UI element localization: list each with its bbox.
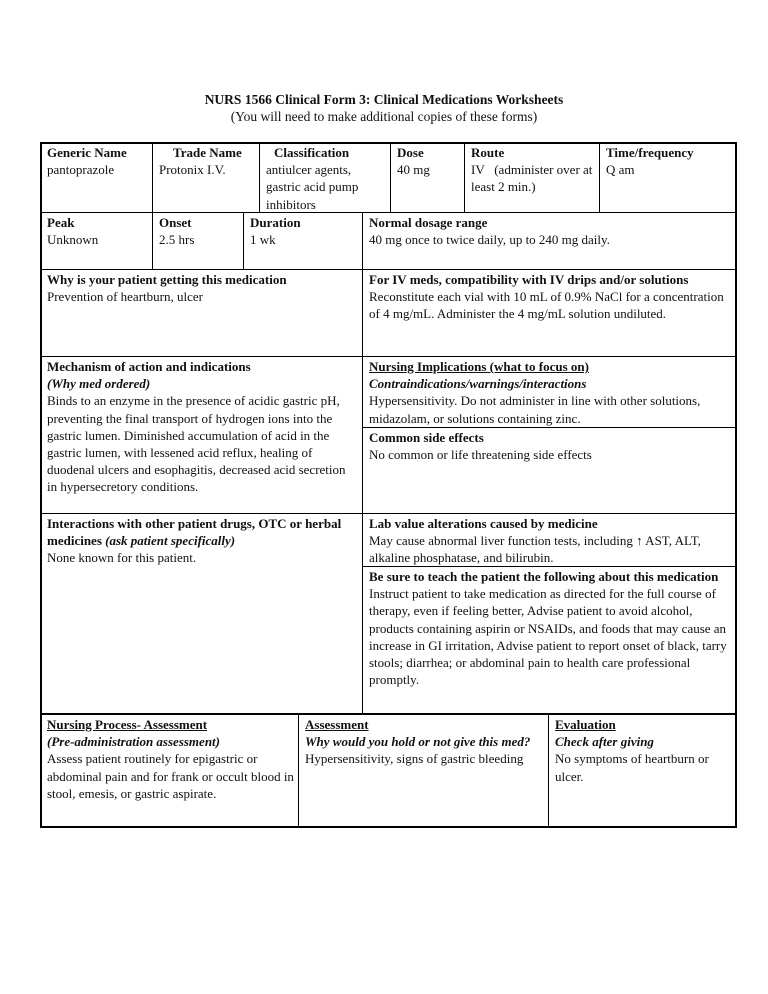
nursing-implications-label: Nursing Implications (what to focus on) xyxy=(369,359,589,374)
nursing-implications-sublabel: Contraindications/warnings/interactions xyxy=(369,376,587,392)
nursing-process-value: Assess patient routinely for epigastric or abdominal pain and for frank or occult blood in stool, emesis, or gastric aspirate. xyxy=(47,751,294,801)
interactions-label-italic: (ask patient specifically) xyxy=(105,533,236,549)
assessment-cell xyxy=(299,715,548,827)
side-effects-value: No common or life threatening side effects xyxy=(369,447,592,463)
assessment-label: Assessment xyxy=(305,717,369,732)
onset-label: Onset xyxy=(159,215,192,230)
normal-dosage-value: 40 mg once to twice daily, up to 240 mg daily. xyxy=(369,232,610,248)
dose-label: Dose xyxy=(397,145,424,160)
teach-cell xyxy=(363,567,736,714)
page-subtitle: (You will need to make additional copies of these forms) xyxy=(230,109,538,124)
route-label: Route xyxy=(471,145,505,160)
duration-cell xyxy=(244,213,362,269)
peak-cell xyxy=(41,213,152,269)
route-cell xyxy=(465,143,599,212)
lab-values-cell xyxy=(363,514,736,566)
generic-name-value: pantoprazole xyxy=(47,162,115,178)
iv-compat-value: Reconstitute each vial with 10 mL of 0.9% NaCl for a concentration of 4 mg/mL. Administer the 4 mg/mL solution undiluted. xyxy=(369,289,724,322)
side-effects-cell xyxy=(363,428,736,513)
evaluation-value: No symptoms of heartburn or ulcer. xyxy=(555,751,709,784)
generic-name-cell xyxy=(41,143,152,212)
lab-values-value: May cause abnormal liver function tests, including ↑ AST, ALT, alkaline phosphatase, and bilirubin. xyxy=(369,533,701,566)
onset-value: 2.5 hrs xyxy=(159,232,195,248)
evaluation-label: Evaluation xyxy=(555,717,616,732)
interactions-value: None known for this patient. xyxy=(47,550,197,566)
nursing-implications-value: Hypersensitivity. Do not administer in line with other solutions, midazolam, or solutions containing zinc. xyxy=(369,393,701,426)
classification-value: antiulcer agents, gastric acid pump inhibitors xyxy=(266,162,359,212)
nursing-implications-cell xyxy=(363,357,736,427)
trade-name-label: Trade Name xyxy=(173,145,242,160)
nursing-process-sublabel: (Pre-administration assessment) xyxy=(47,734,220,750)
nursing-process-label: Nursing Process- Assessment xyxy=(47,717,208,732)
mechanism-cell xyxy=(41,357,362,513)
generic-name-label: Generic Name xyxy=(47,145,127,160)
classification-label: Classification xyxy=(274,145,350,160)
page-title: NURS 1566 Clinical Form 3: Clinical Medications Worksheets xyxy=(204,92,564,107)
normal-dosage-cell xyxy=(363,213,736,269)
assessment-sublabel: Why would you hold or not give this med? xyxy=(305,734,531,750)
mechanism-label: Mechanism of action and indications xyxy=(47,359,251,374)
interactions-label: Interactions with other patient drugs, OTC or herbal medicines xyxy=(47,516,342,549)
dose-cell xyxy=(391,143,464,212)
duration-value: 1 wk xyxy=(250,232,276,248)
iv-compat-label: For IV meds, compatibility with IV drips and/or solutions xyxy=(369,272,689,287)
why-value: Prevention of heartburn, ulcer xyxy=(47,289,203,305)
route-value: IV (administer over at least 2 min.) xyxy=(471,162,596,195)
lab-values-label: Lab value alterations caused by medicine xyxy=(369,516,598,531)
dose-value: 40 mg xyxy=(397,162,430,178)
teach-label: Be sure to teach the patient the following about this medication xyxy=(369,569,719,584)
time-frequency-cell xyxy=(600,143,736,212)
interactions-cell xyxy=(41,514,362,714)
time-frequency-value: Q am xyxy=(606,162,635,178)
peak-label: Peak xyxy=(47,215,75,230)
peak-value: Unknown xyxy=(47,232,99,248)
mechanism-sublabel: (Why med ordered) xyxy=(47,376,151,392)
teach-value: Instruct patient to take medication as directed for the full course of therapy, even if feeling better, Advise patient to avoid alcohol, products containing aspirin or NSAIDs, and foods that may cause an increase in GI irritation, Advise patient to report onset of black, tarry stools; diarrhea; or abdominal pain to health care professional promptly. xyxy=(369,586,727,688)
classification-cell xyxy=(260,143,390,212)
assessment-value: Hypersensitivity, signs of gastric bleeding xyxy=(305,751,524,767)
mechanism-value: Binds to an enzyme in the presence of acidic gastric pH, preventing the final transport of hydrogen ions into the gastric lumen. Diminished accumulation of acid in the gastric lumen, with lessened acid reflux, healing of duodenal ulcers and esophagitis, decreased acid secretion in hypersecretory conditions. xyxy=(47,393,346,495)
iv-compat-cell xyxy=(363,270,736,356)
normal-dosage-label: Normal dosage range xyxy=(369,215,488,230)
trade-name-value: Protonix I.V. xyxy=(159,162,226,178)
nursing-process-cell xyxy=(41,715,298,827)
evaluation-cell xyxy=(549,715,736,827)
time-frequency-label: Time/frequency xyxy=(606,145,694,160)
onset-cell xyxy=(153,213,243,269)
trade-name-cell xyxy=(153,143,259,212)
why-cell xyxy=(41,270,362,356)
evaluation-sublabel: Check after giving xyxy=(555,734,654,750)
why-label: Why is your patient getting this medication xyxy=(47,272,287,287)
duration-label: Duration xyxy=(250,215,301,230)
side-effects-label: Common side effects xyxy=(369,430,484,445)
